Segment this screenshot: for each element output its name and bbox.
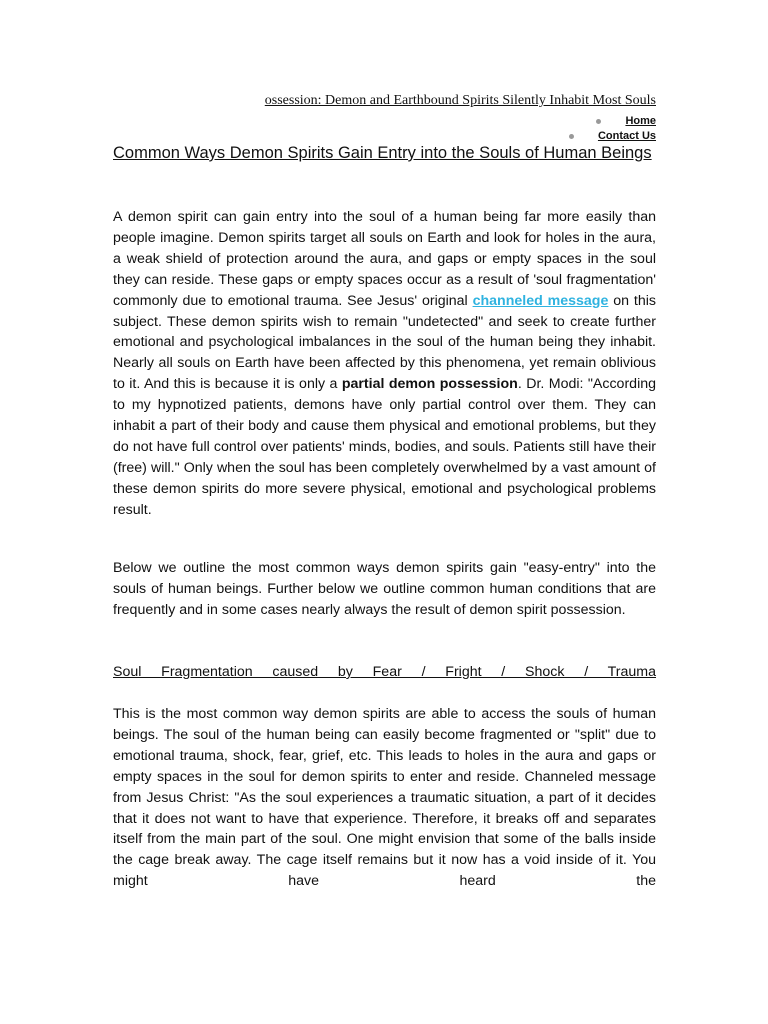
partial-demon-possession-text: partial demon possession [341, 376, 518, 393]
nav-item-home [569, 114, 656, 129]
paragraph-intro [113, 207, 656, 521]
page-header-title: ossession: Demon and Earthbound Spirits Silently Inhabit Most Souls [264, 93, 656, 108]
nav-list [569, 114, 656, 144]
paragraph-intro-text-a: A demon spirit can gain entry into the soul of a human being far more easily than people imagine. Demon spirits target all souls on Earth and look for holes in the aura, a weak shield of protection around the aura, and gaps or empty spaces in the soul they can reside. These gaps or empty spaces occur as a result of 'soul fragmentation' commonly due to emotional trauma. See Jesus' original [113, 209, 656, 309]
article-heading: Common Ways Demon Spirits Gain Entry into the Souls of Human Beings [113, 144, 652, 162]
section-subheading: Soul Fragmentation caused by Fear / Fright / Shock / Trauma [113, 664, 656, 680]
paragraph-outline: Below we outline the most common ways demon spirits gain "easy-entry" into the souls of human beings. Further below we outline common human conditions that are frequently and in some cases nearly always the result of demon spirit possession. [113, 560, 656, 618]
paragraph-intro-text-c: . Dr. Modi: "According to my hypnotized patients, demons have only partial control over them. They can inhabit a part of their body and cause them physical and emotional problems, but they do not have full control over patients' minds, bodies, and souls. Patients still have their (free) will." Only when the soul has been completely overwhelmed by a vast amount of these demon spirits do more severe physical, emotional and psychological problems result. [113, 376, 656, 518]
home-link[interactable]: Home [625, 115, 656, 127]
channeled-message-link[interactable]: channeled message [472, 292, 609, 309]
bullet-icon [596, 119, 601, 124]
bullet-icon [569, 134, 574, 139]
paragraph-soul-fragmentation: This is the most common way demon spirits are able to access the souls of human beings. The soul of the human being can easily become fragmented or "split" due to emotional trauma, shock, fear, grief, etc. This leads to holes in the aura and gaps or empty spaces in the soul for demon spirits to enter and reside. Channeled message from Jesus Christ: "As the soul experiences a traumatic situation, a part of it decides that it does not want to have that experience. Therefore, it breaks off and separates itself from the main part of the soul. One might envision that some of the balls inside the cage break away. The cage itself remains but it now has a void inside of it. You might have heard the [113, 706, 656, 890]
paragraph-intro-text-b: on this subject. These demon spirits wish to remain "undetected" and seek to create further emotional and psychological imbalances in the soul of the human being they inhabit. Nearly all souls on Earth have been affected by this phenomena, yet remain oblivious to it. And this is because it is only a [113, 292, 656, 393]
nav-item-contact [569, 129, 656, 144]
contact-us-link[interactable]: Contact Us [597, 130, 656, 142]
